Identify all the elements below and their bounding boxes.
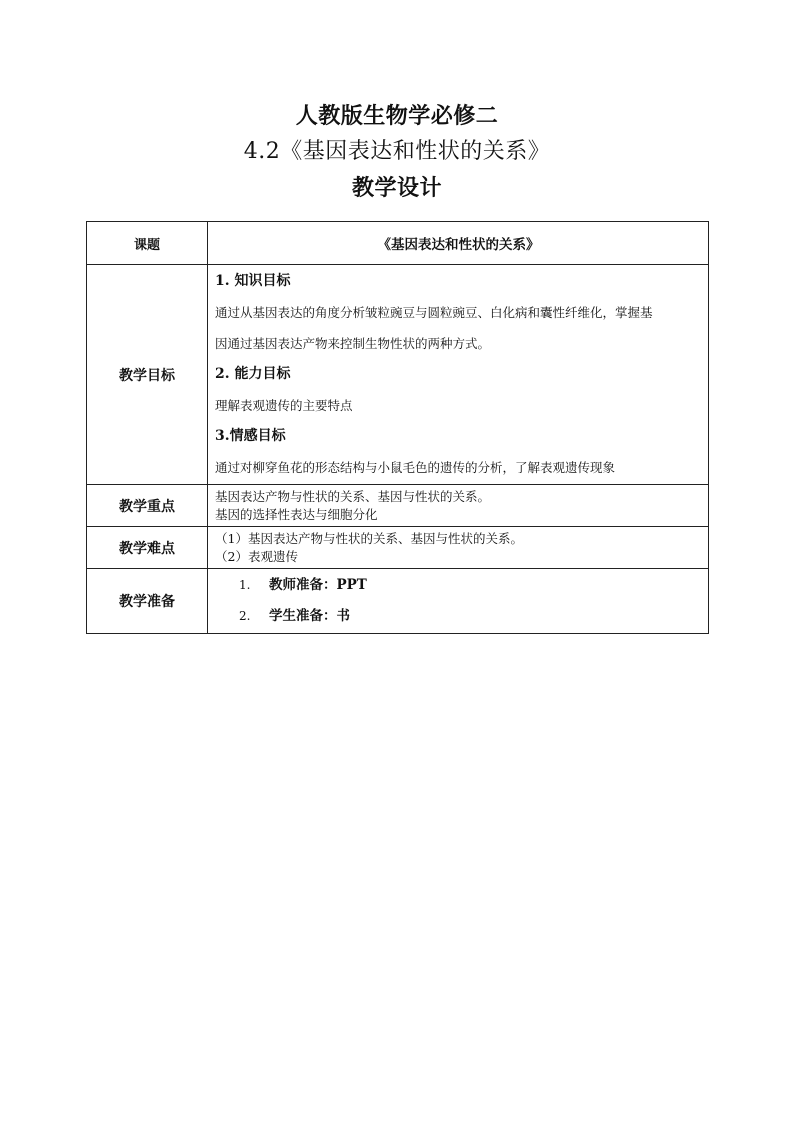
label-difficulties: 教学难点 xyxy=(87,527,208,569)
preparation-item-text: 学生准备：书 xyxy=(269,608,350,624)
title-textbook: 人教版生物学必修二 xyxy=(295,103,499,129)
key-point-line-1: 基因表达产物与性状的关系、基因与性状的关系。 xyxy=(215,488,491,504)
preparation-item-number: 1. xyxy=(239,578,251,592)
key-point-line-2: 基因的选择性表达与细胞分化 xyxy=(215,506,378,522)
row-preparation xyxy=(87,569,709,634)
ability-goal-heading: 2. 能力目标 xyxy=(215,366,291,382)
label-preparation: 教学准备 xyxy=(87,569,208,634)
knowledge-goal-text-2: 因通过基因表达产物来控制生物性状的两种方式。 xyxy=(215,336,491,351)
row-topic xyxy=(87,222,709,265)
row-key-points xyxy=(87,485,709,527)
preparation-item-number: 2. xyxy=(239,609,251,623)
difficulty-line-2: （2）表观遗传 xyxy=(215,548,298,564)
preparation-item-text: 教师准备：PPT xyxy=(269,577,367,593)
label-objectives: 教学目标 xyxy=(87,265,208,485)
preparation-item-teacher xyxy=(215,570,702,601)
lesson-plan-table xyxy=(86,221,709,634)
value-topic: 《基因表达和性状的关系》 xyxy=(208,222,709,265)
title-doc-type: 教学设计 xyxy=(351,175,442,201)
difficulties-content xyxy=(208,527,709,569)
knowledge-goal-heading: 1. 知识目标 xyxy=(215,273,291,289)
emotion-goal-heading: 3.情感目标 xyxy=(215,428,286,444)
emotion-goal-text: 通过对柳穿鱼花的形态结构与小鼠毛色的遗传的分析，了解表观遗传现象 xyxy=(215,460,616,475)
row-difficulties xyxy=(87,527,709,569)
title-lesson: 4.2《基因表达和性状的关系》 xyxy=(243,139,551,164)
knowledge-goal-text-1: 通过从基因表达的角度分析皱粒豌豆与圆粒豌豆、白化病和囊性纤维化，掌握基 xyxy=(215,305,653,320)
preparation-item-student xyxy=(215,601,702,632)
ability-goal-text: 理解表观遗传的主要特点 xyxy=(215,398,353,413)
label-key-points: 教学重点 xyxy=(87,485,208,527)
document-title-block xyxy=(0,98,794,206)
difficulty-line-1: （1）基因表达产物与性状的关系、基因与性状的关系。 xyxy=(215,530,523,546)
label-topic: 课题 xyxy=(87,222,208,265)
preparation-content xyxy=(208,569,709,634)
row-objectives xyxy=(87,265,709,485)
key-points-content xyxy=(208,485,709,527)
objectives-content xyxy=(208,265,709,485)
